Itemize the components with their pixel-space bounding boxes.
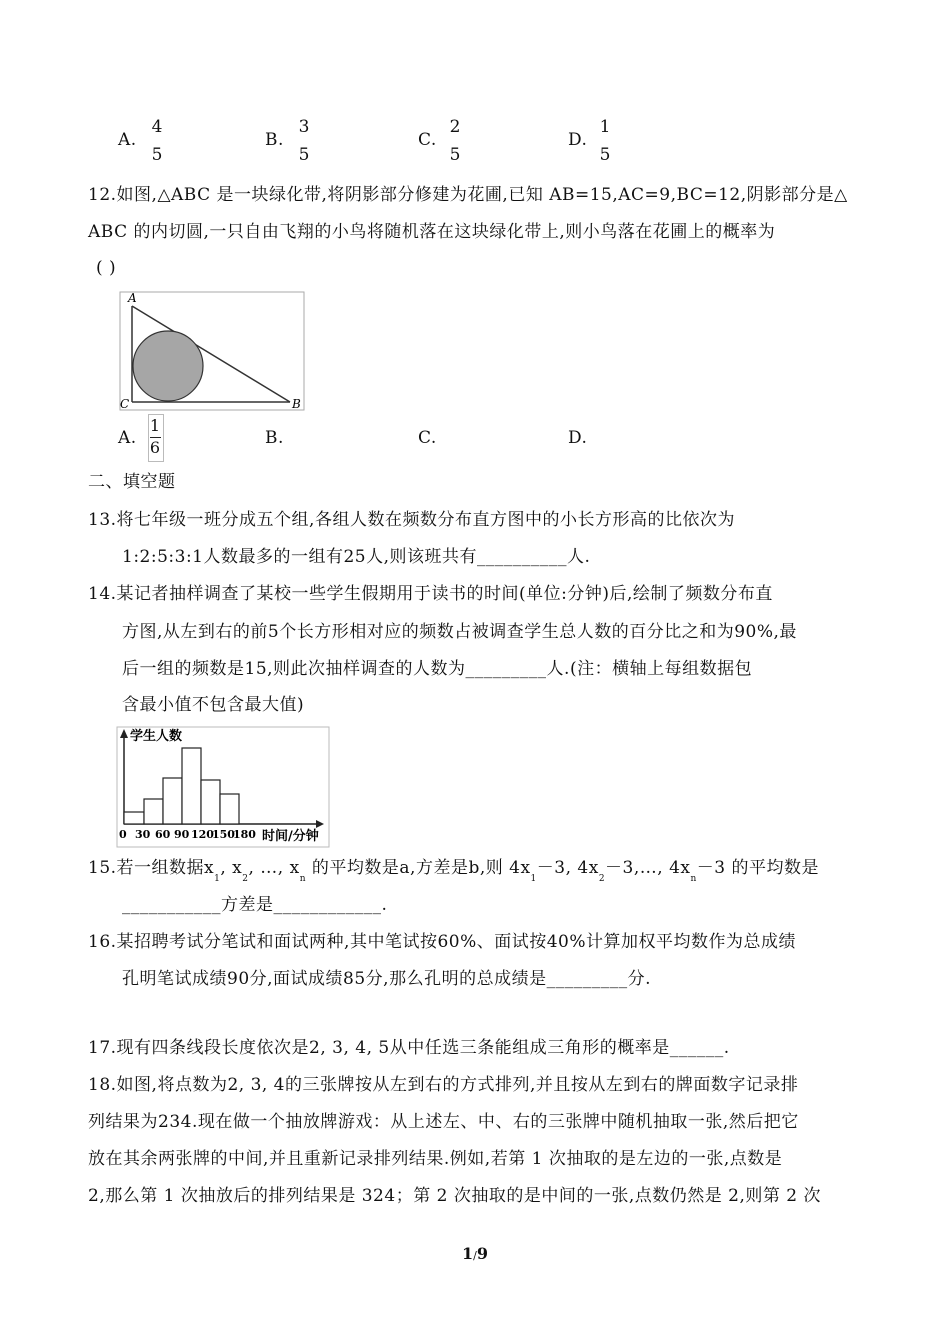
q15-text: －3 的平均数是 [696, 858, 820, 878]
subscript: 1 [214, 874, 221, 884]
q12-option-c-label: C. [418, 428, 437, 448]
q18-line-4: 2,那么第 1 次抽放后的排列结果是 324；第 2 次抽取的是中间的一张,点数仍然是 2,则第 2 次 [88, 1186, 821, 1206]
histogram-bar-30-60 [144, 799, 163, 824]
q11-option-d-numerator: 1 [599, 117, 611, 137]
q15-text: －3, 4x [536, 858, 599, 878]
q17-answer-blank[interactable]: ______ [669, 1038, 724, 1058]
q12-option-b-label: B. [265, 428, 284, 448]
q13-answer-blank[interactable]: __________ [477, 547, 568, 567]
q17-text: 17.现有四条线段长度依次是2, 3, 4, 5从中任选三条能组成三角形的概率是 [88, 1038, 670, 1058]
page-total: 9 [476, 1244, 488, 1263]
q17-line [88, 1038, 730, 1058]
q15-text: , x [220, 858, 243, 878]
q11-option-b-numerator: 3 [298, 117, 310, 137]
vertex-a-label: A [128, 291, 137, 305]
histogram-bar-60-90 [163, 778, 182, 824]
q11-option-c-denominator: 5 [449, 145, 461, 165]
q11-option-d-label: D. [568, 130, 588, 150]
q12-option-a-denominator: 6 [149, 438, 161, 457]
q11-option-a-numerator: 4 [151, 117, 163, 137]
histogram-bar-150-180 [220, 794, 239, 824]
q15-line-2 [122, 895, 387, 915]
q16-line-2 [122, 969, 651, 989]
q15-variance-answer-blank[interactable]: ____________ [273, 895, 382, 915]
subscript: 1 [530, 874, 537, 884]
q11-option-b-label: B. [265, 130, 284, 150]
vertex-b-label: B [292, 397, 301, 411]
q14-line-2: 方图,从左到右的前5个长方形相对应的频数占被调查学生总人数的百分比之和为90%,最 [122, 622, 797, 642]
q15-text: 的平均数是a,方差是b,则 4x [306, 858, 531, 878]
q18-line-2: 列结果为234.现在做一个抽放牌游戏：从上述左、中、右的三张牌中随机抽取一张,然后把它 [88, 1112, 799, 1132]
vertex-c-label: C [120, 397, 130, 411]
q16-unit: 分. [627, 969, 651, 989]
subscript: 2 [598, 874, 606, 884]
q16-text: 孔明笔试成绩90分,面试成绩85分,那么孔明的总成绩是 [122, 969, 547, 989]
q12-line-2: ABC 的内切圆,一只自由飞翔的小鸟将随机落在这块绿化带上,则小鸟落在花圃上的概率为 [88, 222, 776, 242]
q11-option-a-label: A. [118, 130, 137, 150]
subscript: 2 [242, 874, 249, 884]
q11-option-c-label: C. [418, 130, 437, 150]
q15-text: －3,…, 4x [605, 858, 691, 878]
q13-line-2 [122, 547, 590, 567]
page-separator: / [473, 1249, 477, 1262]
page-current: 1 [462, 1244, 474, 1263]
tick-label: 90 [174, 828, 190, 841]
subscript: n [690, 874, 697, 884]
q18-line-3: 放在其余两张牌的中间,并且重新记录排列结果.例如,若第 1 次抽取的是左边的一张,点数是 [88, 1149, 783, 1169]
q15-text: 15.若一组数据x [88, 858, 215, 878]
q14-line-4: 含最小值不包含最大值) [122, 695, 305, 715]
q12-line-1: 12.如图,△ABC 是一块绿化带,将阴影部分修建为花圃,已知 AB=15,AC=9,BC=12,阴影部分是△ [88, 185, 848, 205]
q11-option-b-denominator: 5 [298, 145, 310, 165]
q18-line-1: 18.如图,将点数为2, 3, 4的三张牌按从左到右的方式排列,并且按从左到右的牌面数字记录排 [88, 1075, 799, 1095]
q15-text: . [381, 895, 388, 915]
q16-answer-blank[interactable]: _________ [546, 969, 628, 989]
q14-line-3 [122, 659, 752, 679]
incircle-shaded [133, 331, 203, 401]
y-axis-label: 学生人数 [130, 729, 183, 744]
q15-text: 方差是 [221, 895, 274, 915]
page-number [462, 1244, 488, 1263]
q11-option-a-denominator: 5 [151, 145, 163, 165]
q15-line-1 [88, 858, 820, 884]
q13-line-1: 13.将七年级一班分成五个组,各组人数在频数分布直方图中的小长方形高的比依次为 [88, 510, 735, 530]
tick-label: 60 [155, 828, 171, 841]
histogram-bar-0-30 [124, 812, 144, 824]
tick-label: 0 [119, 828, 127, 841]
tick-label: 180 [233, 828, 256, 841]
histogram-bar-90-120 [182, 748, 201, 824]
q14-histogram [116, 726, 330, 848]
q12-triangle-figure [118, 290, 306, 412]
q11-option-c-numerator: 2 [449, 117, 461, 137]
q13-unit: 人. [567, 547, 591, 567]
tick-label: 150 [212, 828, 235, 841]
q12-option-a-numerator: 1 [149, 416, 161, 435]
q14-note: 人.(注：横轴上每组数据包 [546, 659, 753, 679]
q12-option-a-label: A. [118, 428, 137, 448]
q15-mean-answer-blank[interactable]: ___________ [122, 895, 221, 915]
tick-label: 30 [135, 828, 151, 841]
q12-answer-paren: ( ) [96, 258, 117, 278]
q13-text: 1:2:5:3:1人数最多的一组有25人,则该班共有 [122, 547, 478, 567]
q14-text: 后一组的频数是15,则此次抽样调查的人数为 [122, 659, 466, 679]
q15-text: , …, x [248, 858, 300, 878]
x-axis-label: 时间/分钟 [262, 829, 319, 844]
subscript: n [299, 874, 306, 884]
q12-option-d-label: D. [568, 428, 588, 448]
q17-text: . [723, 1038, 730, 1058]
q16-line-1: 16.某招聘考试分笔试和面试两种,其中笔试按60%、面试按40%计算加权平均数作为总成绩 [88, 932, 797, 952]
q14-answer-blank[interactable]: _________ [465, 659, 547, 679]
q11-option-d-denominator: 5 [599, 145, 611, 165]
tick-label: 120 [191, 828, 214, 841]
histogram-bar-120-150 [201, 780, 220, 824]
section-title-fill-in: 二、填空题 [88, 472, 176, 492]
q14-line-1: 14.某记者抽样调查了某校一些学生假期用于读书的时间(单位:分钟)后,绘制了频数分布直 [88, 584, 773, 604]
